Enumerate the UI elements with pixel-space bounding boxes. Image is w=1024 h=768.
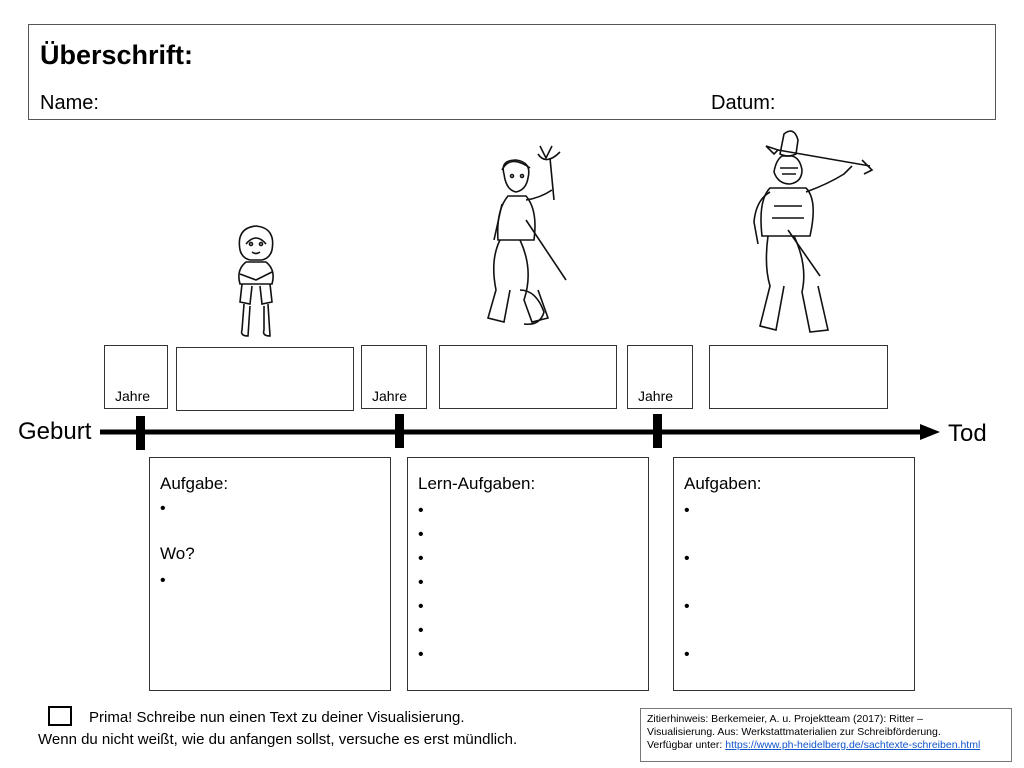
bullet-point [418,574,424,592]
task-subtitle: Wo? [160,544,195,563]
years-label: Jahre [372,388,408,404]
done-checkbox[interactable] [48,706,72,726]
years-label: Jahre [115,388,151,404]
prompt-line-1: Prima! Schreibe nun einen Text zu deiner Visualisierung. [89,709,465,726]
stage-answer-box[interactable] [176,347,354,411]
task-box[interactable] [149,457,391,691]
years-box[interactable] [361,345,427,409]
stage-answer-box[interactable] [709,345,888,409]
timeline-tick [136,416,145,450]
years-box[interactable] [104,345,168,409]
timeline-tick [653,414,662,448]
bullet-point [160,572,166,590]
citation-prefix: Verfügbar unter: [647,739,723,751]
header-box [28,24,996,120]
bullet-point [684,646,690,664]
name-label: Name: [40,92,99,114]
knight-figure [744,126,876,346]
task-title: Aufgabe: [160,474,229,493]
bullet-point [418,526,424,544]
task-box[interactable] [673,457,915,691]
task-title: Aufgaben: [684,474,762,493]
squire-figure [480,140,580,340]
citation-line-3 [647,739,1005,752]
bullet-point [684,550,690,568]
child-page-figure [226,222,286,344]
task-box[interactable] [407,457,649,691]
date-label: Datum: [711,92,776,114]
bullet-point [418,598,424,616]
timeline-arrow [100,412,942,452]
timeline-tick [395,414,404,448]
bullet-point [418,502,424,520]
bullet-point [684,598,690,616]
citation-link[interactable]: https://www.ph-heidelberg.de/sachtexte-schreiben.html [725,739,981,751]
bullet-point [684,502,690,520]
page-title: Überschrift: [40,40,194,70]
task-title: Lern-Aufgaben: [418,474,536,493]
bullet-point [418,550,424,568]
citation-box [640,708,1012,762]
years-label: Jahre [638,388,674,404]
timeline-start-label: Geburt [18,418,92,445]
years-box[interactable] [627,345,693,409]
timeline-end-label: Tod [948,420,987,447]
citation-line-1: Zitierhinweis: Berkemeier, A. u. Projektteam (2017): Ritter – [647,713,924,725]
prompt-line-2: Wenn du nicht weißt, wie du anfangen sollst, versuche es erst mündlich. [38,731,518,748]
stage-answer-box[interactable] [439,345,617,409]
citation-line-2: Visualisierung. Aus: Werkstattmaterialien zur Schreibförderung. [647,726,941,738]
bullet-point [418,646,424,664]
bullet-point [418,622,424,640]
bullet-point [160,500,166,518]
